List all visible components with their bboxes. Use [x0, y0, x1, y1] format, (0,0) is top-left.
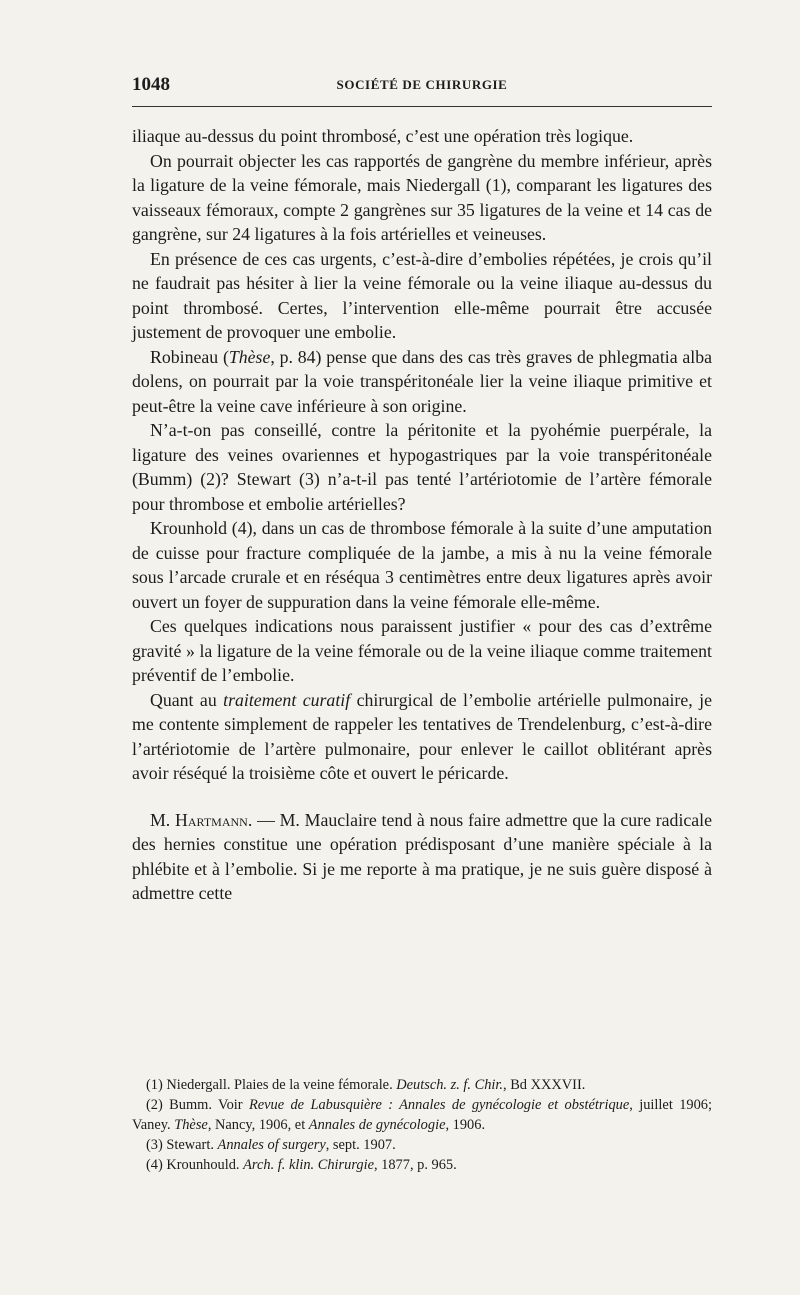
running-title: SOCIÉTÉ DE CHIRURGIE	[336, 77, 508, 92]
paragraph-2: On pourrait objecter les cas rapportés de gangrène du membre inférieur, après la ligature de la veine fémorale, mais Niedergall (1), comparant les ligatures des vaisseaux fémoraux, compte 2 gangrènes sur 35 ligatures de la veine et 14 cas de gangrène, sur 24 ligatures à la fois artérielles et veineuses.	[132, 150, 712, 244]
footnote-1: (1) Niedergall. Plaies de la veine fémorale. Deutsch. z. f. Chir., Bd XXXVII.	[146, 1077, 586, 1093]
header-rule	[132, 106, 712, 107]
section-gap	[132, 786, 712, 808]
paragraph-3: En présence de ces cas urgents, c’est-à-dire d’embolies répétées, je crois qu’il ne faudrait pas hésiter à lier la veine fémorale ou la veine iliaque au-dessus du point thrombosé. Certes, l’intervention elle-même pourrait être accusée justement de provoquer une embolie.	[132, 248, 712, 342]
paragraph-8: Quant au traitement curatif chirurgical de l’embolie artérielle pulmonaire, je me contente simplement de rappeler les tentatives de Trendelenburg, c’est-à-dire l’artériotomie de l’artère pulmonaire, pour enlever le caillot oblitérant après avoir réséqué la troisième côte et ouvert le péricarde.	[132, 689, 712, 783]
paragraph-1: iliaque au-dessus du point thrombosé, c’est une opération très logique.	[132, 126, 634, 146]
paragraph-7: Ces quelques indications nous paraissent justifier « pour des cas d’extrême gravité » la ligature de la veine fémorale ou de la veine iliaque comme traitement préventif de l’embolie.	[132, 616, 712, 685]
footnote-3: (3) Stewart. Annales of surgery, sept. 1907.	[146, 1137, 396, 1153]
footnote-2: (2) Bumm. Voir Revue de Labusquière : Annales de gynécologie et obstétrique, juillet 1906; Vaney. Thèse, Nancy, 1906, et Annales de gynécologie, 1906.	[132, 1097, 712, 1133]
speaker-name: M. Hartmann.	[150, 809, 253, 830]
paragraph-4: Robineau (Thèse, p. 84) pense que dans des cas très graves de phlegmatia alba dolens, on pourrait par la voie transpéritonéale lier la veine iliaque primitive et peut-être la veine cave inférieure à son origine.	[132, 346, 713, 416]
page-header	[132, 74, 712, 98]
footnote-4: (4) Krounhould. Arch. f. klin. Chirurgie, 1877, p. 965.	[146, 1157, 457, 1173]
body-text	[132, 124, 712, 906]
footnotes	[132, 1075, 712, 1175]
page-number: 1048	[132, 74, 170, 95]
paragraph-5: N’a-t-on pas conseillé, contre la péritonite et la pyohémie puerpérale, la ligature des veines ovariennes et hypogastriques par la voie transpéritonéale (Bumm) (2)? Stewart (3) n’a-t-il pas tenté l’artériotomie de l’artère fémorale pour thrombose et embolie artérielles?	[132, 420, 712, 514]
paragraph-6: Krounhold (4), dans un cas de thrombose fémorale à la suite d’une amputation de cuisse pour fracture compliquée de la jambe, a mis à nu la veine fémorale sous l’arcade crurale et en réséqua 3 centimètres entre deux ligatures après avoir ouvert un foyer de suppuration dans la veine fémorale elle-même.	[132, 518, 712, 612]
paragraph-9: M. Hartmann. — M. Mauclaire tend à nous faire admettre que la cure radicale des hernies constitue une opération prédisposant d’une manière spéciale à la phlébite et à l’embolie. Si je me reporte à ma pratique, je ne suis guère disposé à admettre cette	[132, 809, 712, 903]
